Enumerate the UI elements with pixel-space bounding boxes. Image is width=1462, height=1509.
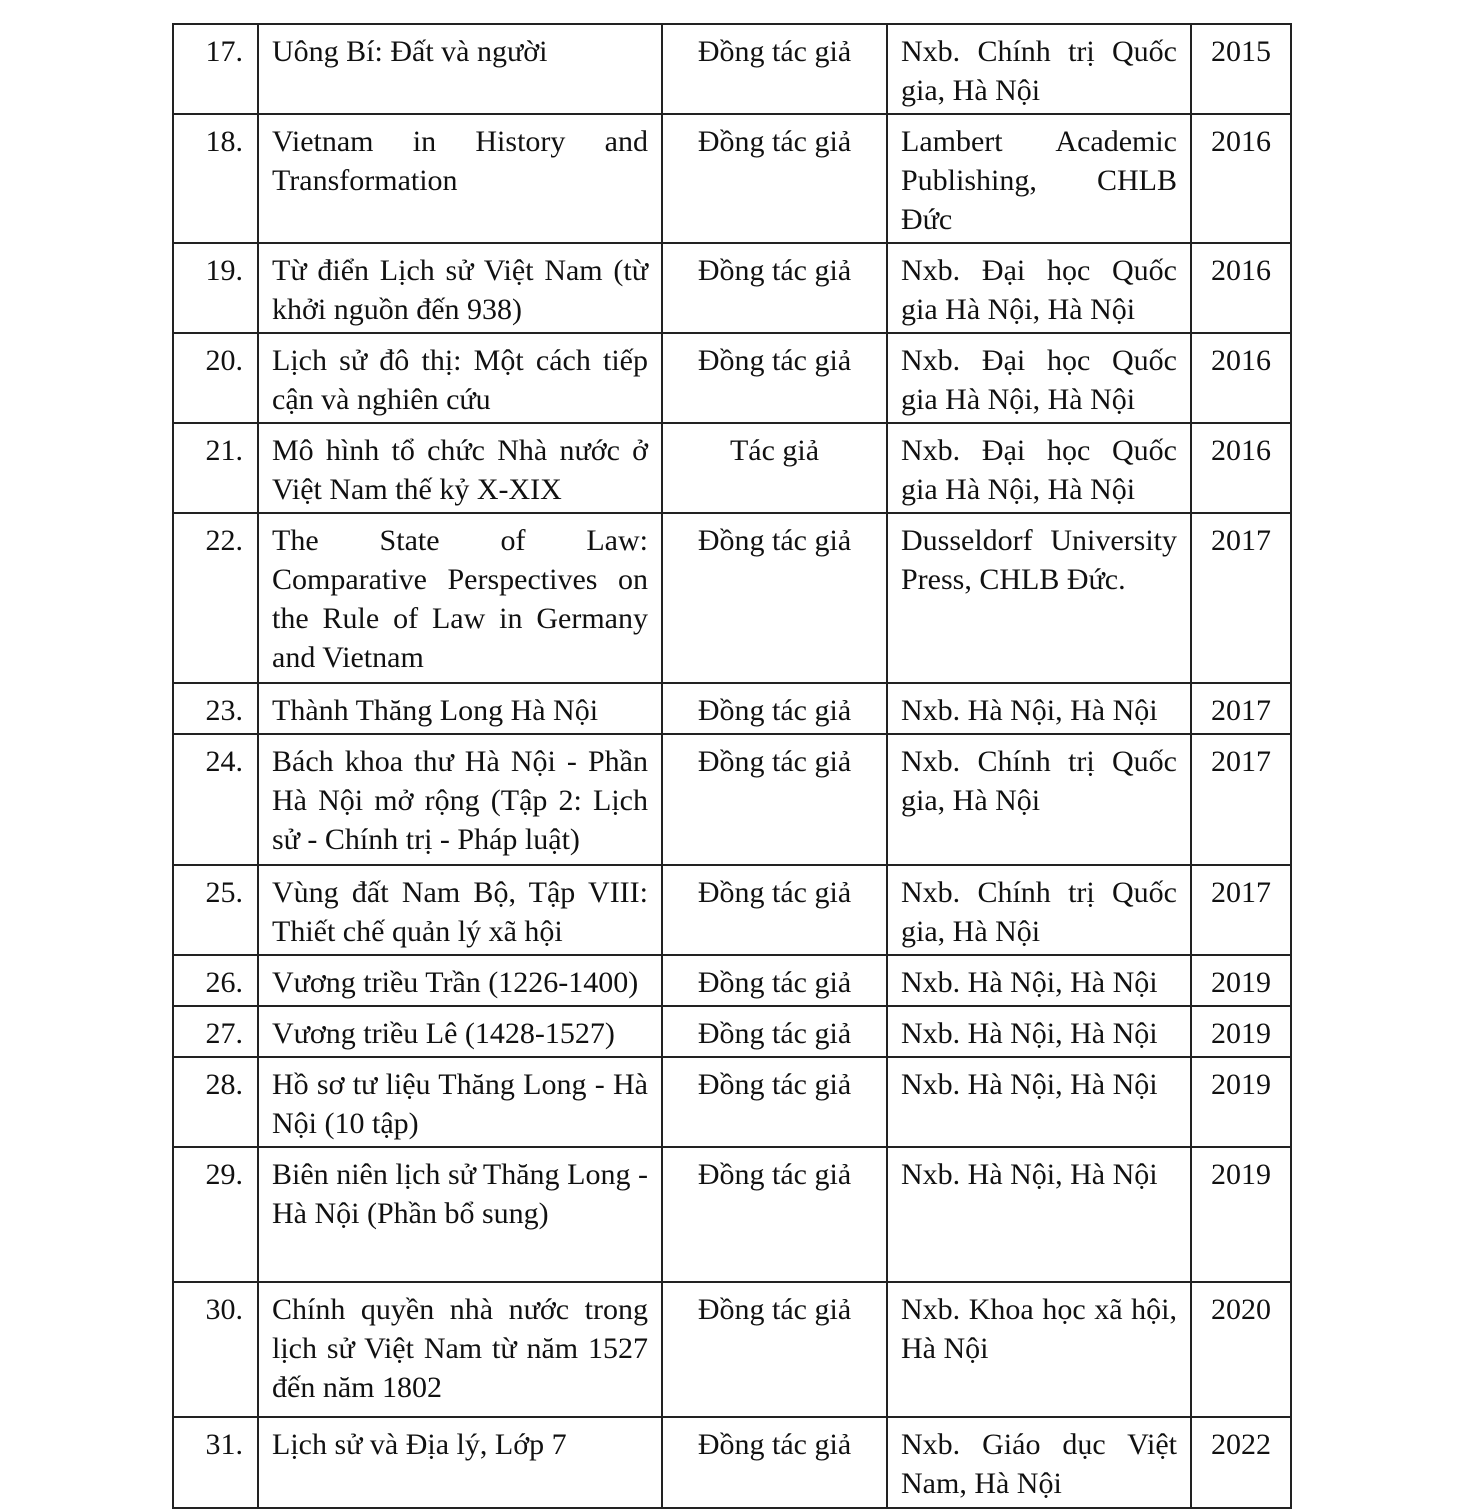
row-number: 18. <box>173 114 258 243</box>
publisher: Lambert Academic Publishing, CHLB Đức <box>887 114 1191 243</box>
author-role: Đồng tác giả <box>662 1006 887 1057</box>
book-title: Biên niên lịch sử Thăng Long - Hà Nội (Phần bổ sung) <box>258 1147 662 1282</box>
row-number: 30. <box>173 1282 258 1417</box>
publication-year: 2016 <box>1191 423 1291 513</box>
table-row <box>173 1417 1291 1508</box>
publication-year: 2020 <box>1191 1282 1291 1417</box>
publication-year: 2019 <box>1191 1006 1291 1057</box>
publisher: Nxb. Hà Nội, Hà Nội <box>887 1147 1191 1282</box>
table-row <box>173 1057 1291 1147</box>
publication-year: 2015 <box>1191 24 1291 114</box>
publisher: Nxb. Chính trị Quốc gia, Hà Nội <box>887 865 1191 955</box>
publisher: Nxb. Đại học Quốc gia Hà Nội, Hà Nội <box>887 243 1191 333</box>
publisher: Nxb. Giáo dục Việt Nam, Hà Nội <box>887 1417 1191 1508</box>
table-row <box>173 1282 1291 1417</box>
publication-year: 2017 <box>1191 513 1291 683</box>
publication-year: 2016 <box>1191 114 1291 243</box>
publisher: Nxb. Chính trị Quốc gia, Hà Nội <box>887 24 1191 114</box>
book-title: Bách khoa thư Hà Nội - Phần Hà Nội mở rộng (Tập 2: Lịch sử - Chính trị - Pháp luật) <box>258 734 662 865</box>
row-number: 19. <box>173 243 258 333</box>
table-row <box>173 423 1291 513</box>
table-row <box>173 1006 1291 1057</box>
row-number: 23. <box>173 683 258 734</box>
publication-year: 2017 <box>1191 734 1291 865</box>
publisher: Nxb. Hà Nội, Hà Nội <box>887 1057 1191 1147</box>
table-row <box>173 683 1291 734</box>
row-number: 27. <box>173 1006 258 1057</box>
author-role: Đồng tác giả <box>662 513 887 683</box>
author-role: Đồng tác giả <box>662 333 887 423</box>
publisher: Nxb. Đại học Quốc gia Hà Nội, Hà Nội <box>887 333 1191 423</box>
author-role: Đồng tác giả <box>662 955 887 1006</box>
row-number: 20. <box>173 333 258 423</box>
publications-table <box>172 23 1292 1509</box>
publisher: Nxb. Đại học Quốc gia Hà Nội, Hà Nội <box>887 423 1191 513</box>
book-title: Từ điển Lịch sử Việt Nam (từ khởi nguồn đến 938) <box>258 243 662 333</box>
row-number: 28. <box>173 1057 258 1147</box>
publication-year: 2016 <box>1191 243 1291 333</box>
publication-year: 2017 <box>1191 683 1291 734</box>
table-row <box>173 865 1291 955</box>
author-role: Đồng tác giả <box>662 1417 887 1508</box>
author-role: Đồng tác giả <box>662 1147 887 1282</box>
publisher: Nxb. Khoa học xã hội, Hà Nội <box>887 1282 1191 1417</box>
row-number: 31. <box>173 1417 258 1508</box>
table-row <box>173 1147 1291 1282</box>
table-row <box>173 513 1291 683</box>
publisher: Nxb. Hà Nội, Hà Nội <box>887 1006 1191 1057</box>
table-row <box>173 333 1291 423</box>
author-role: Đồng tác giả <box>662 243 887 333</box>
publication-year: 2019 <box>1191 955 1291 1006</box>
row-number: 22. <box>173 513 258 683</box>
publication-year: 2019 <box>1191 1057 1291 1147</box>
publisher: Dusseldorf University Press, CHLB Đức. <box>887 513 1191 683</box>
author-role: Đồng tác giả <box>662 734 887 865</box>
table-row <box>173 955 1291 1006</box>
author-role: Tác giả <box>662 423 887 513</box>
author-role: Đồng tác giả <box>662 24 887 114</box>
table-row <box>173 24 1291 114</box>
author-role: Đồng tác giả <box>662 1057 887 1147</box>
book-title: Lịch sử đô thị: Một cách tiếp cận và nghiên cứu <box>258 333 662 423</box>
book-title: Thành Thăng Long Hà Nội <box>258 683 662 734</box>
author-role: Đồng tác giả <box>662 114 887 243</box>
publication-year: 2016 <box>1191 333 1291 423</box>
book-title: Vietnam in History and Transformation <box>258 114 662 243</box>
publication-year: 2022 <box>1191 1417 1291 1508</box>
row-number: 25. <box>173 865 258 955</box>
row-number: 26. <box>173 955 258 1006</box>
table-row <box>173 243 1291 333</box>
author-role: Đồng tác giả <box>662 1282 887 1417</box>
table-row <box>173 734 1291 865</box>
row-number: 29. <box>173 1147 258 1282</box>
table-row <box>173 114 1291 243</box>
book-title: Vương triều Lê (1428-1527) <box>258 1006 662 1057</box>
book-title: Chính quyền nhà nước trong lịch sử Việt Nam từ năm 1527 đến năm 1802 <box>258 1282 662 1417</box>
row-number: 21. <box>173 423 258 513</box>
publisher: Nxb. Hà Nội, Hà Nội <box>887 955 1191 1006</box>
book-title: Hồ sơ tư liệu Thăng Long - Hà Nội (10 tập) <box>258 1057 662 1147</box>
publication-year: 2019 <box>1191 1147 1291 1282</box>
book-title: Vùng đất Nam Bộ, Tập VIII: Thiết chế quản lý xã hội <box>258 865 662 955</box>
publisher: Nxb. Hà Nội, Hà Nội <box>887 683 1191 734</box>
book-title: Lịch sử và Địa lý, Lớp 7 <box>258 1417 662 1508</box>
publication-year: 2017 <box>1191 865 1291 955</box>
book-title: Uông Bí: Đất và người <box>258 24 662 114</box>
row-number: 17. <box>173 24 258 114</box>
book-title: Mô hình tổ chức Nhà nước ở Việt Nam thế kỷ X-XIX <box>258 423 662 513</box>
book-title: The State of Law: Comparative Perspectives on the Rule of Law in Germany and Vietnam <box>258 513 662 683</box>
publisher: Nxb. Chính trị Quốc gia, Hà Nội <box>887 734 1191 865</box>
author-role: Đồng tác giả <box>662 683 887 734</box>
author-role: Đồng tác giả <box>662 865 887 955</box>
row-number: 24. <box>173 734 258 865</box>
book-title: Vương triều Trần (1226-1400) <box>258 955 662 1006</box>
